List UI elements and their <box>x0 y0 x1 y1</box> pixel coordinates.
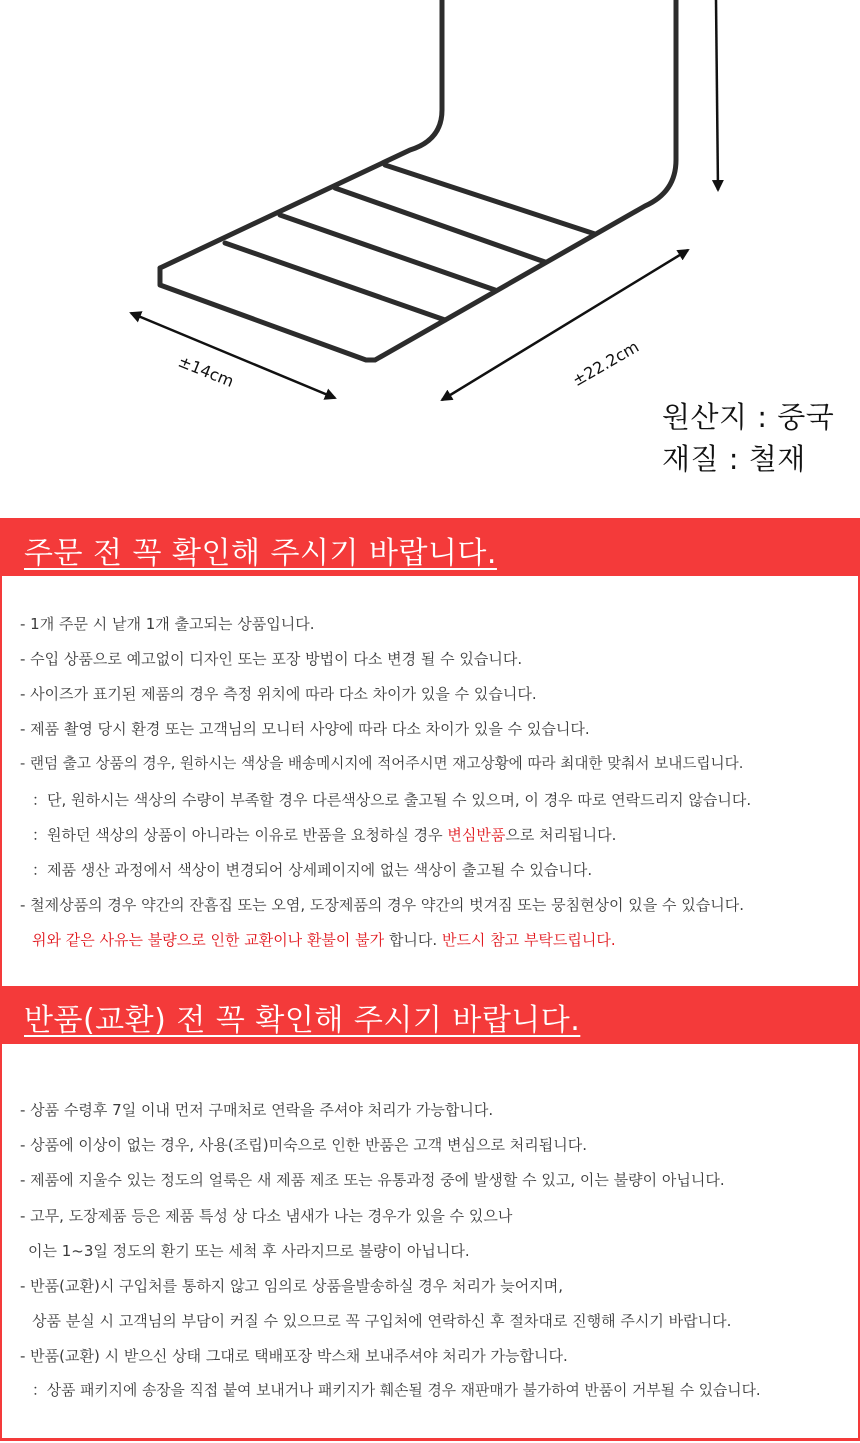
order-notice-line: - 제품 촬영 당시 환경 또는 고객님의 모니터 사양에 따라 다소 차이가 있을 수 있습니다. <box>20 720 590 738</box>
order-notice-line: - 철제상품의 경우 약간의 잔흠집 또는 오염, 도장제품의 경우 약간의 벗겨짐 또는 뭉침현상이 있을 수 있습니다. <box>20 896 745 914</box>
height-dimension-arrow <box>716 0 718 190</box>
return-notice-line: - 고무, 도장제품 등은 제품 특성 상 다소 냄새가 나는 경우가 있을 수 있으나 <box>20 1207 513 1225</box>
return-notice-line: - 반품(교환)시 구입처를 통하지 않고 임의로 상품을발송하실 경우 처리가 늦어지며, <box>20 1277 563 1295</box>
order-notice-box <box>0 576 860 986</box>
change-mind-line <box>32 825 616 845</box>
width-dimension-arrow <box>131 313 335 398</box>
warning-red-1: 위와 같은 사유는 불량으로 인한 교환이나 환불이 불가 <box>32 931 385 949</box>
order-notice-header <box>0 518 860 576</box>
origin-spec: 원산지 : 중국 <box>662 400 835 434</box>
return-notice-box <box>0 1044 860 1441</box>
return-notice-line: - 상품에 이상이 없는 경우, 사용(조립)미숙으로 인한 반품은 고객 변심으로 처리됩니다. <box>20 1136 587 1154</box>
change-mind-suffix: 으로 처리됩니다. <box>505 826 617 844</box>
return-notice-line: 상품 분실 시 고객님의 부담이 커질 수 있으므로 꼭 구입처에 연락하신 후 절차대로 진행해 주시기 바랍니다. <box>32 1312 732 1330</box>
return-notice-header <box>0 986 860 1044</box>
material-spec: 재질 : 철재 <box>662 442 806 476</box>
width-dimension-label: ±14cm <box>175 351 237 391</box>
return-notice-title: 반품(교환) 전 꼭 확인해 주시기 바랍니다. <box>24 1003 581 1038</box>
order-notice-line: ：제품 생산 과정에서 색상이 변경되어 상세페이지에 없는 색상이 출고될 수 있습니다. <box>32 861 593 879</box>
order-notice-line: - 사이즈가 표기된 제품의 경우 측정 위치에 따라 다소 차이가 있을 수 있습니다. <box>20 685 537 703</box>
return-notice-line: - 제품에 지울수 있는 정도의 얼룩은 새 제품 제조 또는 유통과정 중에 발생할 수 있고, 이는 불량이 아닙니다. <box>20 1171 725 1189</box>
warning-red-2: 반드시 참고 부탁드립니다. <box>441 931 616 949</box>
order-notice-line: - 랜덤 출고 상품의 경우, 원하시는 색상을 배송메시지에 적어주시면 재고상황에 따라 최대한 맞춰서 보내드립니다. <box>20 755 744 772</box>
warning-mid: 합니다. <box>384 931 442 949</box>
product-image-area <box>0 0 860 518</box>
return-notice-line: - 반품(교환) 시 받으신 상태 그대로 택배포장 박스채 보내주셔야 처리가 가능합니다. <box>20 1347 568 1365</box>
return-notice-line: ：상품 패키지에 송장을 직접 붙여 보내거나 패키지가 훼손될 경우 재판매가 불가하여 반품이 거부될 수 있습니다. <box>32 1382 761 1399</box>
return-notice-line: - 상품 수령후 7일 이내 먼저 구매처로 연락을 주셔야 처리가 가능합니다. <box>20 1101 494 1119</box>
wire-frame <box>160 0 676 360</box>
warning-line <box>32 930 616 950</box>
depth-dimension-arrow <box>442 250 688 400</box>
return-notice-line: 이는 1~3일 정도의 환기 또는 세척 후 사라지므로 불량이 아닙니다. <box>28 1242 470 1260</box>
order-notice-line: - 1개 주문 시 낱개 1개 출고되는 상품입니다. <box>20 615 315 633</box>
depth-dimension-label: ±22.2cm <box>569 336 643 391</box>
order-notice-title: 주문 전 꼭 확인해 주시기 바랍니다. <box>24 536 497 571</box>
order-notice-line: ：단, 원하시는 색상의 수량이 부족할 경우 다른색상으로 출고될 수 있으며, 이 경우 따로 연락드리지 않습니다. <box>32 791 752 809</box>
change-mind-prefix: ：원하던 색상의 상품이 아니라는 이유로 반품을 요청하실 경우 <box>32 826 448 844</box>
order-notice-line: - 수입 상품으로 예고없이 디자인 또는 포장 방법이 다소 변경 될 수 있습니다. <box>20 650 523 668</box>
change-mind-red: 변심반품 <box>447 826 506 844</box>
